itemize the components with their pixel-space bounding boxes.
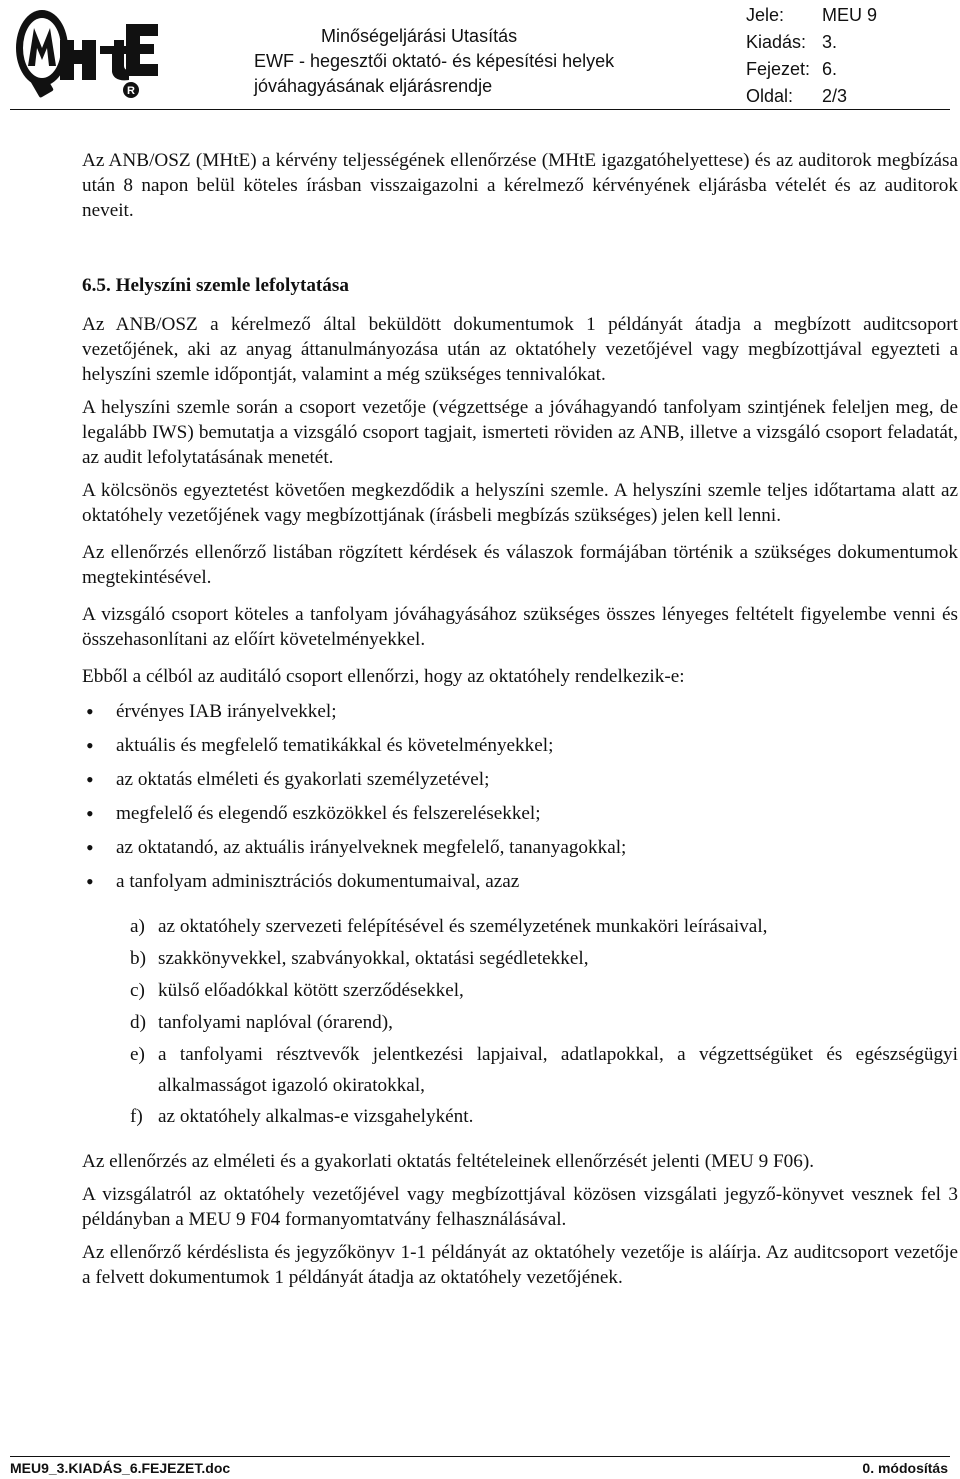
meta-row-fejezet bbox=[746, 56, 877, 83]
meta-value: 3. bbox=[822, 32, 838, 52]
sub-list-item bbox=[82, 943, 958, 975]
section-heading: 6.5. Helyszíni szemle lefolytatása bbox=[82, 275, 349, 296]
list-item: • az oktatandó, az aktuális irányelveknek megfelelő, tananyagokkal; bbox=[82, 835, 958, 869]
page-header bbox=[0, 0, 960, 110]
header-divider bbox=[10, 109, 950, 110]
body-paragraph: Az ellenőrzés ellenőrző listában rögzített kérdések és válaszok formájában történik a szükséges dokumentumok megtekintésével. bbox=[82, 542, 958, 588]
meta-value: 6. bbox=[822, 59, 838, 79]
body-paragraph: Az ANB/OSZ a kérelmező által beküldött dokumentumok 1 példányát átadja a megbízott auditcsoport vezetőjének, aki az anyag áttanulmányozása után az oktatóhely vezetőjével vagy megbízottjával egyezteti a helyszíni szemle időpontját, valamint a még szükséges tennivalókat. bbox=[82, 314, 958, 385]
mhte-logo bbox=[14, 4, 164, 100]
document-title bbox=[254, 24, 614, 99]
sub-list-marker: c) bbox=[130, 980, 145, 1001]
title-line: Minőségeljárási Utasítás bbox=[321, 26, 518, 46]
footer-divider bbox=[10, 1456, 950, 1457]
list-item: • aktuális és megfelelő tematikákkal és követelményekkel; bbox=[82, 733, 958, 767]
sub-list bbox=[82, 911, 958, 1133]
page-footer bbox=[10, 1460, 948, 1476]
sub-list-item bbox=[82, 1007, 958, 1039]
meta-label: Oldal: bbox=[746, 86, 794, 106]
sub-list-marker: b) bbox=[130, 948, 146, 969]
meta-row-oldal bbox=[746, 83, 877, 110]
sub-list-marker: a) bbox=[130, 916, 145, 937]
body-paragraph: A kölcsönös egyeztetést követően megkezdődik a helyszíni szemle. A helyszíni szemle teljes időtartama alatt az oktatóhely vezetőjének vagy megbízottjának (írásbeli megbízás szükséges) jelen kell lenni. bbox=[82, 480, 958, 526]
svg-text:R: R bbox=[127, 85, 135, 97]
sub-list-text: a tanfolyami résztvevők jelentkezési lapjaival, adatlapokkal, a végzettségüket és egészségügyi alkalmasságot igazoló okiratokkal, bbox=[158, 1044, 958, 1096]
bullet-list bbox=[82, 699, 958, 903]
sub-list-marker: f) bbox=[130, 1106, 143, 1127]
body-paragraph: A helyszíni szemle során a csoport vezetője (végzettsége a jóváhagyandó tanfolyam szintjének feleljen meg, de legalább IWS) bemutatja a vizsgáló csoport tagjait, ismerteti röviden az ANB, illetve a vizsgáló csoport feladatát, az audit lefolytatásának menetét. bbox=[82, 397, 958, 468]
sub-list-text: az oktatóhely alkalmas-e vizsgahelyként. bbox=[158, 1106, 474, 1127]
footer-revision: 0. módosítás bbox=[862, 1460, 948, 1476]
sub-list-text: az oktatóhely szervezeti felépítésével és személyzetének munkaköri leírásaival, bbox=[158, 916, 768, 937]
list-item: • a tanfolyam adminisztrációs dokumentumaival, azaz bbox=[82, 869, 958, 903]
list-item: • megfelelő és elegendő eszközökkel és felszerelésekkel; bbox=[82, 801, 958, 835]
title-line: EWF - hegesztői oktató- és képesítési helyek bbox=[254, 51, 615, 71]
body-paragraph: Az ellenőrző kérdéslista és jegyzőkönyv 1-1 példányát az oktatóhely vezetője is aláírja. Az auditcsoport vezetője a felvett dokumentumok 1 példányát átadja az oktatóhely vezetőjének. bbox=[82, 1242, 958, 1288]
sub-list-text: tanfolyami naplóval (órarend), bbox=[158, 1012, 393, 1033]
title-line: jóváhagyásának eljárásrendje bbox=[254, 76, 493, 96]
document-meta bbox=[746, 2, 877, 110]
sub-list-item bbox=[82, 1039, 958, 1101]
body-paragraph: A vizsgáló csoport köteles a tanfolyam jóváhagyásához szükséges összes lényeges feltételt figyelembe venni és összehasonlítani az előírt követelményekkel. bbox=[82, 604, 958, 650]
list-item: • érvényes IAB irányelvekkel; bbox=[82, 699, 958, 733]
sub-list-item bbox=[82, 1101, 958, 1133]
sub-list-item bbox=[82, 975, 958, 1007]
sub-list-text: külső előadókkal kötött szerződésekkel, bbox=[158, 980, 464, 1001]
body-paragraph: A vizsgálatról az oktatóhely vezetőjével vagy megbízottjával közösen vizsgálati jegyző-könyvet vesznek fel 3 példányban a MEU 9 F04 formanyomtatvány felhasználásával. bbox=[82, 1184, 958, 1230]
meta-value: 2/3 bbox=[822, 86, 848, 106]
sub-list-marker: d) bbox=[130, 1012, 146, 1033]
body-paragraph: Az ellenőrzés az elméleti és a gyakorlati oktatás feltételeinek ellenőrzését jelenti (MEU 9 F06). bbox=[82, 1151, 815, 1172]
meta-label: Kiadás: bbox=[746, 32, 807, 52]
meta-value: MEU 9 bbox=[822, 5, 878, 25]
footer-filename: MEU9_3.KIADÁS_6.FEJEZET.doc bbox=[10, 1460, 231, 1476]
meta-label: Fejezet: bbox=[746, 59, 811, 79]
document-body bbox=[82, 148, 958, 1290]
meta-label: Jele: bbox=[746, 5, 785, 25]
body-paragraph: Ebből a célból az auditáló csoport ellenőrzi, hogy az oktatóhely rendelkezik-e: bbox=[82, 666, 685, 687]
list-item: • az oktatás elméleti és gyakorlati személyzetével; bbox=[82, 767, 958, 801]
sub-list-item bbox=[82, 911, 958, 943]
meta-row-kiadas bbox=[746, 29, 877, 56]
sub-list-marker: e) bbox=[130, 1044, 145, 1065]
intro-paragraph: Az ANB/OSZ (MHtE) a kérvény teljességének ellenőrzése (MHtE igazgatóhelyettese) és az auditorok megbízása után 8 napon belül köteles írásban visszaigazolni a kérelmező kérvényének eljárásba vételét és az auditorok neveit. bbox=[82, 150, 958, 221]
meta-row-jele bbox=[746, 2, 877, 29]
sub-list-text: szakkönyvekkel, szabványokkal, oktatási segédletekkel, bbox=[158, 948, 589, 969]
